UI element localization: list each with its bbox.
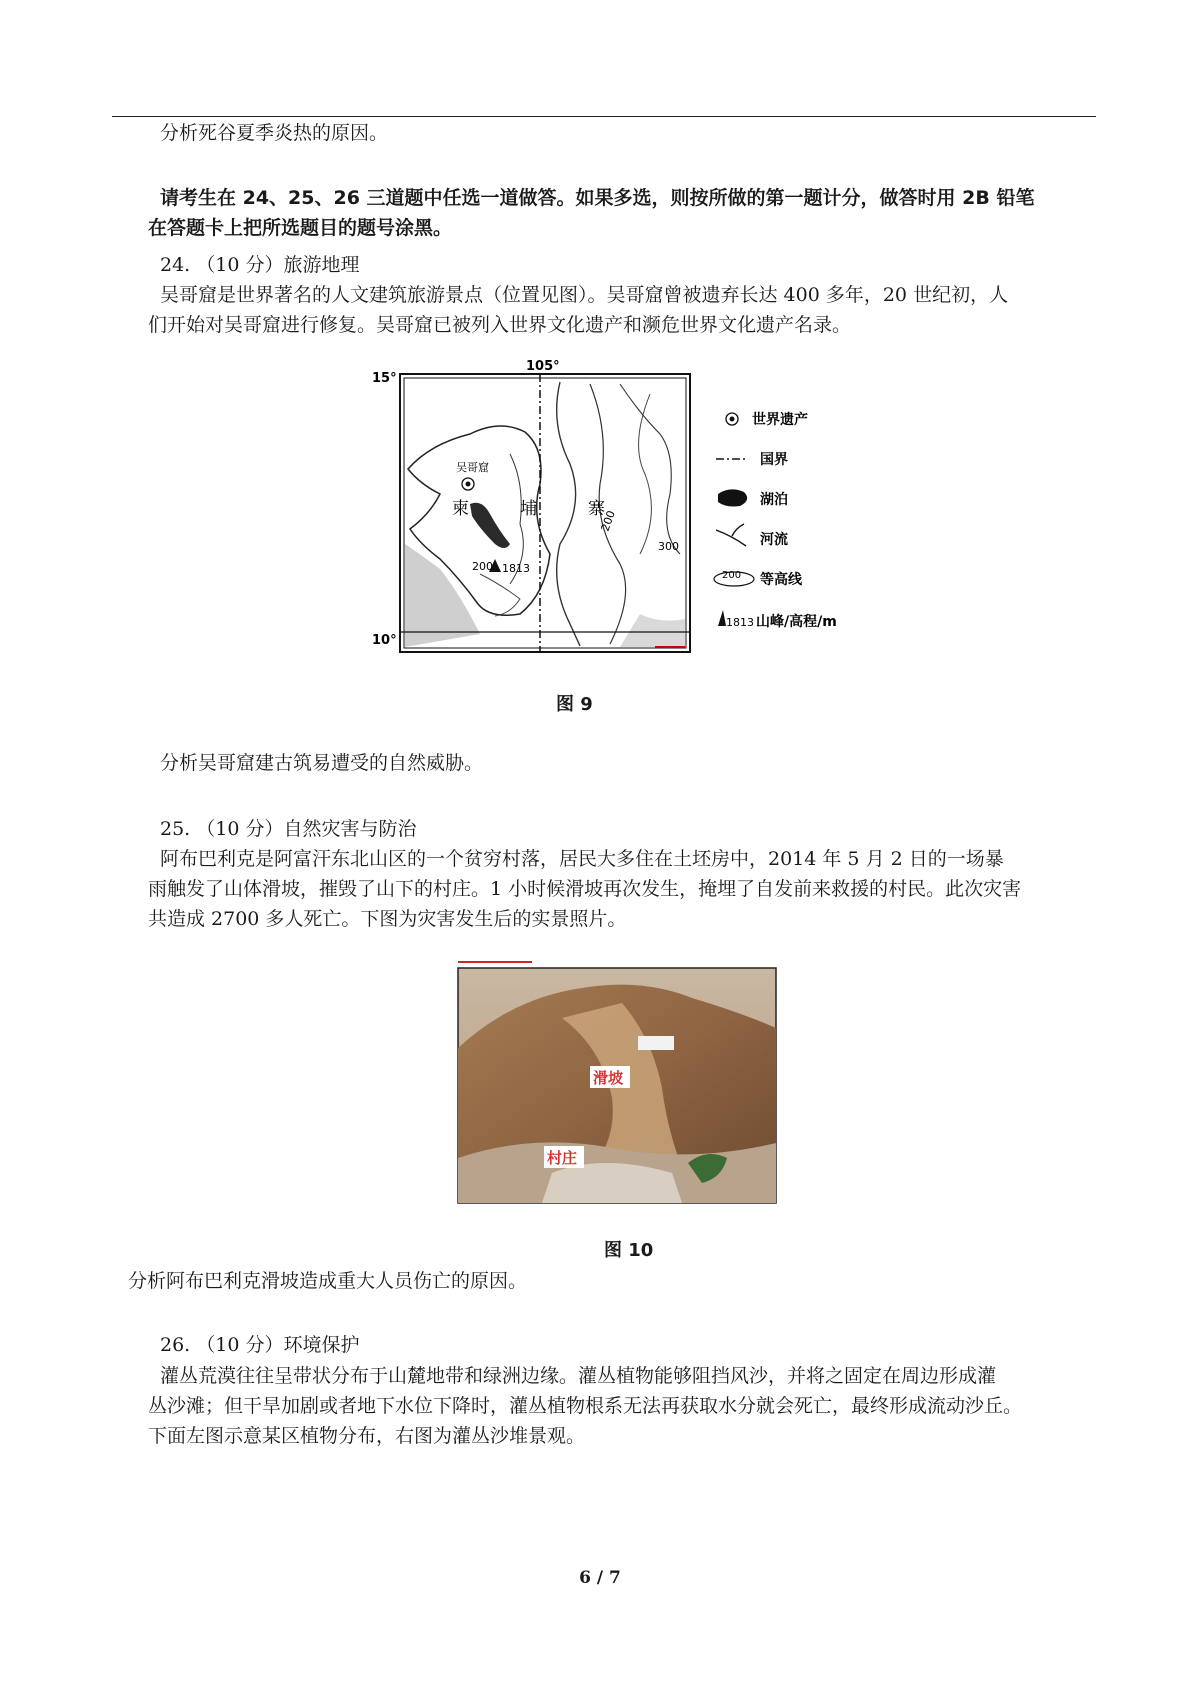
heritage-site-label: 吴哥窟 bbox=[456, 461, 489, 474]
q25-paragraph-line-3: 共造成 2700 多人死亡。下图为灾害发生后的实景照片。 bbox=[148, 908, 627, 930]
legend-peak-label: 山峰/高程/m bbox=[756, 614, 837, 630]
q24-paragraph-line-1: 吴哥窟是世界著名的人文建筑旅游景点（位置见图）。吴哥窟曾被遗弃长达 400 多年，20 世纪初，人 bbox=[160, 284, 1009, 306]
q24-paragraph-line-2: 们开始对吴哥窟进行修复。吴哥窟已被列入世界文化遗产和濒危世界文化遗产名录。 bbox=[148, 314, 852, 336]
q25-prompt: 分析阿布巴利克滑坡造成重大人员伤亡的原因。 bbox=[128, 1270, 528, 1292]
q25-heading: 25. （10 分）自然灾害与防治 bbox=[160, 818, 417, 840]
latitude-bottom-label: 10° bbox=[372, 633, 397, 648]
q26-paragraph-line-1: 灌丛荒漠往往呈带状分布于山麓地带和绿洲边缘。灌丛植物能够阻挡风沙，并将之固定在周边形成灌 bbox=[160, 1365, 997, 1387]
legend-lake-icon bbox=[718, 489, 747, 506]
q24-heading: 24. （10 分）旅游地理 bbox=[160, 254, 360, 276]
q25-paragraph-line-1: 阿布巴利克是阿富汗东北山区的一个贫穷村落，居民大多住在土坯房中，2014 年 5 月 2 日的一场暴 bbox=[160, 848, 1004, 870]
legend-contour-value: 200 bbox=[722, 570, 742, 581]
legend-river-label: 河流 bbox=[760, 532, 788, 548]
country-char-2: 埔 bbox=[520, 499, 537, 519]
angkor-location-map bbox=[360, 354, 880, 664]
contour-label-200-b: 200 bbox=[598, 508, 619, 534]
legend-river-icon bbox=[716, 524, 746, 546]
figure-10-caption: 图 10 bbox=[604, 1240, 654, 1261]
page-number: 6 / 7 bbox=[579, 1568, 621, 1588]
q26-paragraph-line-2: 丛沙滩；但干旱加剧或者地下水位下降时，灌丛植物根系无法再获取水分就会死亡，最终形成流动沙丘。 bbox=[148, 1395, 1023, 1417]
q26-heading: 26. （10 分）环境保护 bbox=[160, 1334, 360, 1356]
photo-white-box bbox=[638, 1036, 674, 1050]
q24-prompt: 分析吴哥窟建古筑易遭受的自然威胁。 bbox=[160, 752, 484, 774]
instructions-line-1: 请考生在 24、25、26 三道题中任选一道做答。如果多选，则按所做的第一题计分，做答时用 2B 铅笔 bbox=[160, 187, 1035, 209]
q25-paragraph-line-2: 雨触发了山体滑坡，摧毁了山下的村庄。1 小时候滑坡再次发生，掩埋了自发前来救援的村民。此次灾害 bbox=[148, 878, 1022, 900]
header-rule bbox=[112, 116, 1096, 117]
latitude-top-label: 15° bbox=[372, 371, 397, 386]
contour-label-200-a: 200 bbox=[472, 560, 493, 573]
instructions-line-2: 在答题卡上把所选题目的题号涂黑。 bbox=[148, 217, 453, 239]
peak-label: 1813 bbox=[502, 562, 530, 575]
contour-label-300: 300 bbox=[658, 540, 679, 553]
slide-label: 滑坡 bbox=[593, 1069, 624, 1087]
figure-9-caption: 图 9 bbox=[556, 694, 593, 715]
heritage-site-dot bbox=[466, 482, 471, 487]
country-char-1: 柬 bbox=[452, 499, 469, 519]
map-legend bbox=[714, 411, 837, 630]
legend-lake-label: 湖泊 bbox=[760, 492, 788, 508]
legend-border-label: 国界 bbox=[760, 452, 788, 468]
village-label: 村庄 bbox=[547, 1149, 578, 1167]
legend-heritage-dot bbox=[730, 417, 735, 422]
legend-peak-value: 1813 bbox=[726, 616, 754, 629]
landslide-photo bbox=[452, 958, 782, 1208]
q26-paragraph-line-3: 下面左图示意某区植物分布，右图为灌丛沙堆景观。 bbox=[148, 1425, 586, 1447]
longitude-label: 105° bbox=[526, 359, 560, 374]
intro-prompt: 分析死谷夏季炎热的原因。 bbox=[160, 122, 389, 144]
legend-peak-icon bbox=[718, 610, 726, 626]
country-char-3: 寨 bbox=[588, 499, 605, 519]
legend-heritage-label: 世界遗产 bbox=[752, 412, 808, 428]
legend-contour-label: 等高线 bbox=[760, 572, 802, 588]
